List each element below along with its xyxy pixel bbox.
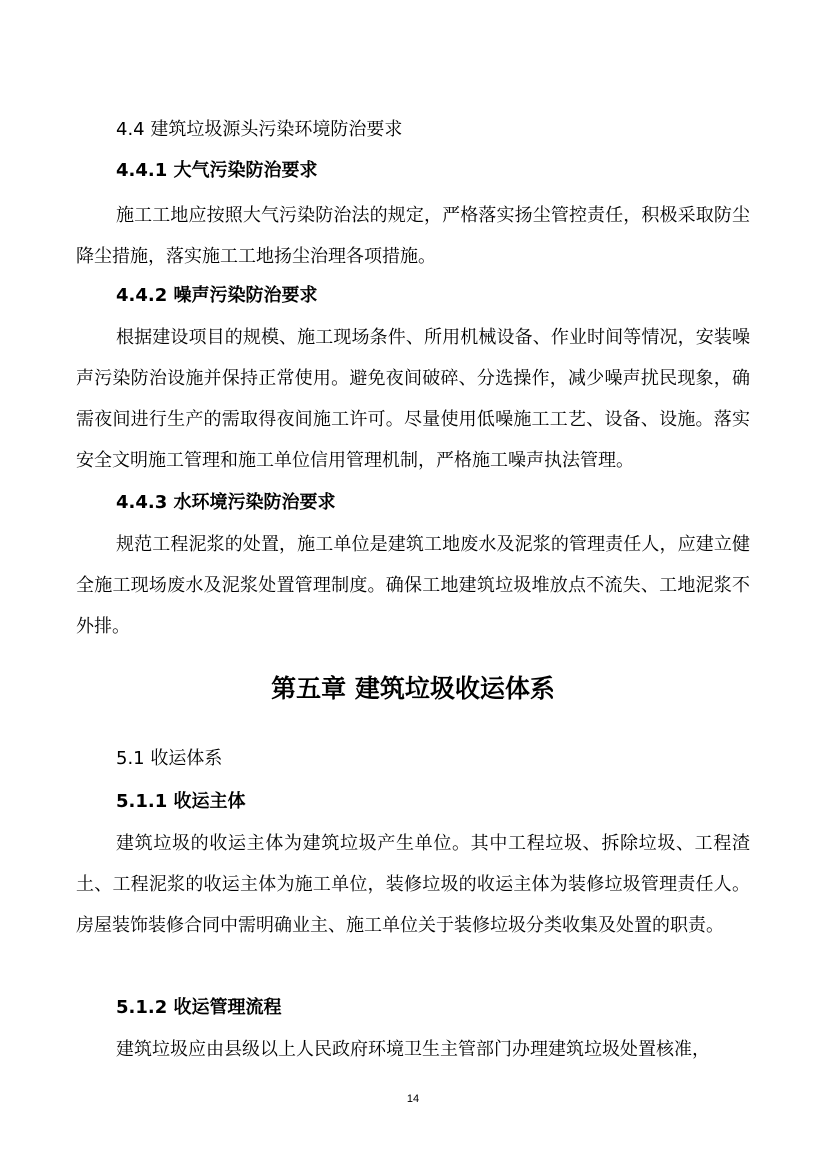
subsection-heading-4-4-2: 4.4.2 噪声污染防治要求 (116, 285, 318, 306)
section-heading-4-4: 4.4 建筑垃圾源头污染环境防治要求 (116, 119, 403, 140)
subsection-heading-4-4-3: 4.4.3 水环境污染防治要求 (116, 492, 336, 513)
paragraph-5-1-1: 建筑垃圾的收运主体为建筑垃圾产生单位。其中工程垃圾、拆除垃圾、工程渣土、工程泥浆的收运主体为施工单位，装修垃圾的收运主体为装修垃圾管理责任人。房屋装饰装修合同中需明确业主、施工单位关于装修垃圾分类收集及处置的职责。 (76, 833, 750, 936)
chapter-title: 第五章 建筑垃圾收运体系 (271, 674, 555, 703)
subsection-heading-4-4-1: 4.4.1 大气污染防治要求 (116, 160, 318, 181)
paragraph-4-4-1: 施工工地应按照大气污染防治法的规定，严格落实扬尘管控责任，积极采取防尘降尘措施，落实施工工地扬尘治理各项措施。 (76, 205, 750, 267)
subsection-heading-5-1-2: 5.1.2 收运管理流程 (116, 997, 282, 1018)
paragraph-4-4-3: 规范工程泥浆的处置，施工单位是建筑工地废水及泥浆的管理责任人，应建立健全施工现场废水及泥浆处置管理制度。确保工地建筑垃圾堆放点不流失、工地泥浆不外排。 (76, 534, 750, 637)
paragraph-4-4-2: 根据建设项目的规模、施工现场条件、所用机械设备、作业时间等情况，安装噪声污染防治设施并保持正常使用。避免夜间破碎、分选操作，减少噪声扰民现象，确需夜间进行生产的需取得夜间施工许可。尽量使用低噪施工工艺、设备、设施。落实安全文明施工管理和施工单位信用管理机制，严格施工噪声执法管理。 (76, 327, 750, 471)
page-number: 14 (406, 1093, 420, 1105)
paragraph-5-1-2: 建筑垃圾应由县级以上人民政府环境卫生主管部门办理建筑垃圾处置核准， (116, 1039, 710, 1060)
section-heading-5-1: 5.1 收运体系 (116, 748, 223, 769)
subsection-heading-5-1-1: 5.1.1 收运主体 (116, 791, 246, 812)
